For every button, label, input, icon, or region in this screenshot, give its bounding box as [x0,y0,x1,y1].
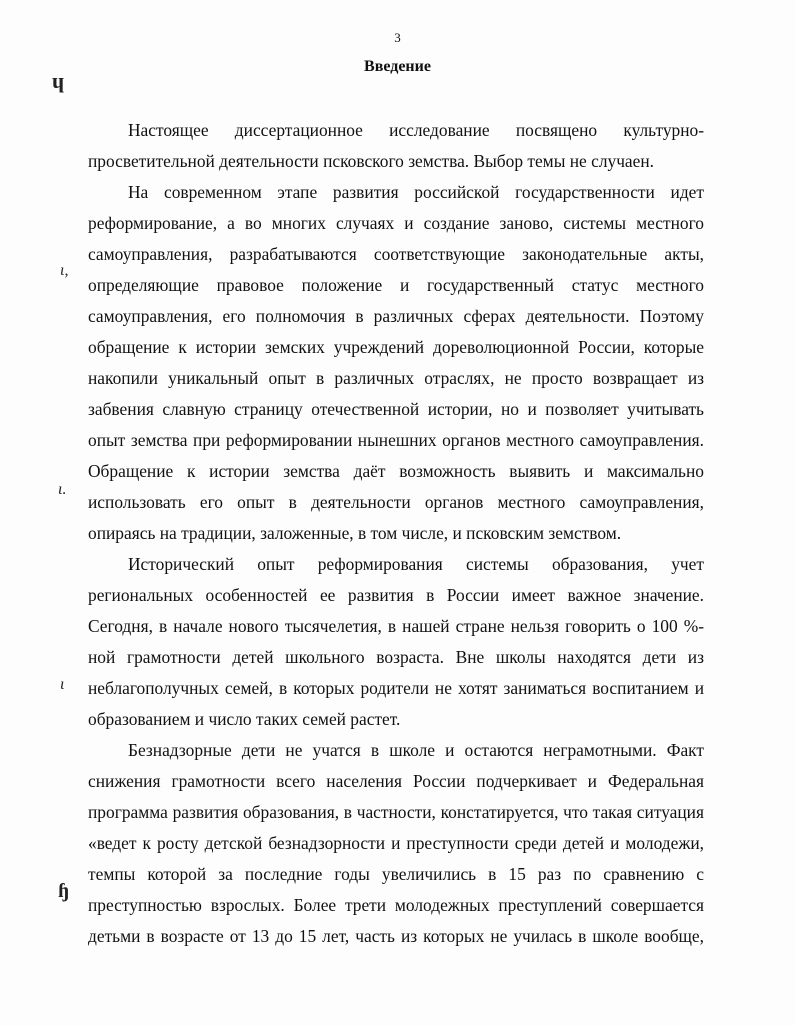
paragraph: Настоящее диссертационное исследование посвящено культурно-просветительной деятельности псковского земства. Выбор темы не случаен. [88,120,704,171]
page-title: Введение [364,58,431,75]
margin-mark: ι, [60,262,69,279]
margin-mark: ɧ [58,880,70,902]
margin-mark: ι. [58,481,67,498]
paragraph: Безнадзорные дети не учатся в школе и остаются неграмотными. Факт снижения грамотности всего населения России подчеркивает и Федеральная программа развития образования, в частности, констатируется, что такая ситуация «ведет к росту детской безнадзорности и преступности среди детей и молодежи, темпы которой за последние годы увеличились в 15 раз по сравнению с преступностью взрослых. Более трети молодежных преступлений совершается детьми в возрасте от 13 до 15 лет, часть из которых не училась в школе вообще, [88,740,704,946]
paragraph: Исторический опыт реформирования системы образования, учет региональных особенностей ее развития в России имеет важное значение. Сегодня, в начале нового тысячелетия, в нашей стране нельзя говорить о 100 %-ной грамотности детей школьного возраста. Вне школы находятся дети из неблагополучных семей, в которых родители не хотят заниматься воспитанием и образованием и число таких семей растет. [88,554,704,729]
margin-mark: ι [60,676,65,693]
margin-mark: ɥ [52,68,65,93]
paragraph: На современном этапе развития российской государственности идет реформирование, а во многих случаях и создание заново, системы местного самоуправления, разрабатываются соответствующие законодательные акты, определяющие правовое положение и государственный статус местного самоуправления, его полномочия в различных сферах деятельности. Поэтому обращение к истории земских учреждений дореволюционной России, которые накопили уникальный опыт в различных отраслях, не просто возвращает из забвения славную страницу отечественной истории, но и позволяет учитывать опыт земства при реформировании нынешних органов местного самоуправления. Обращение к истории земства даёт возможность выявить и максимально использовать его опыт в деятельности органов местного самоуправления, опираясь на традиции, заложенные, в том числе, и псковским земством. [88,182,704,543]
page-number: 3 [394,30,401,45]
body-text [88,115,704,952]
